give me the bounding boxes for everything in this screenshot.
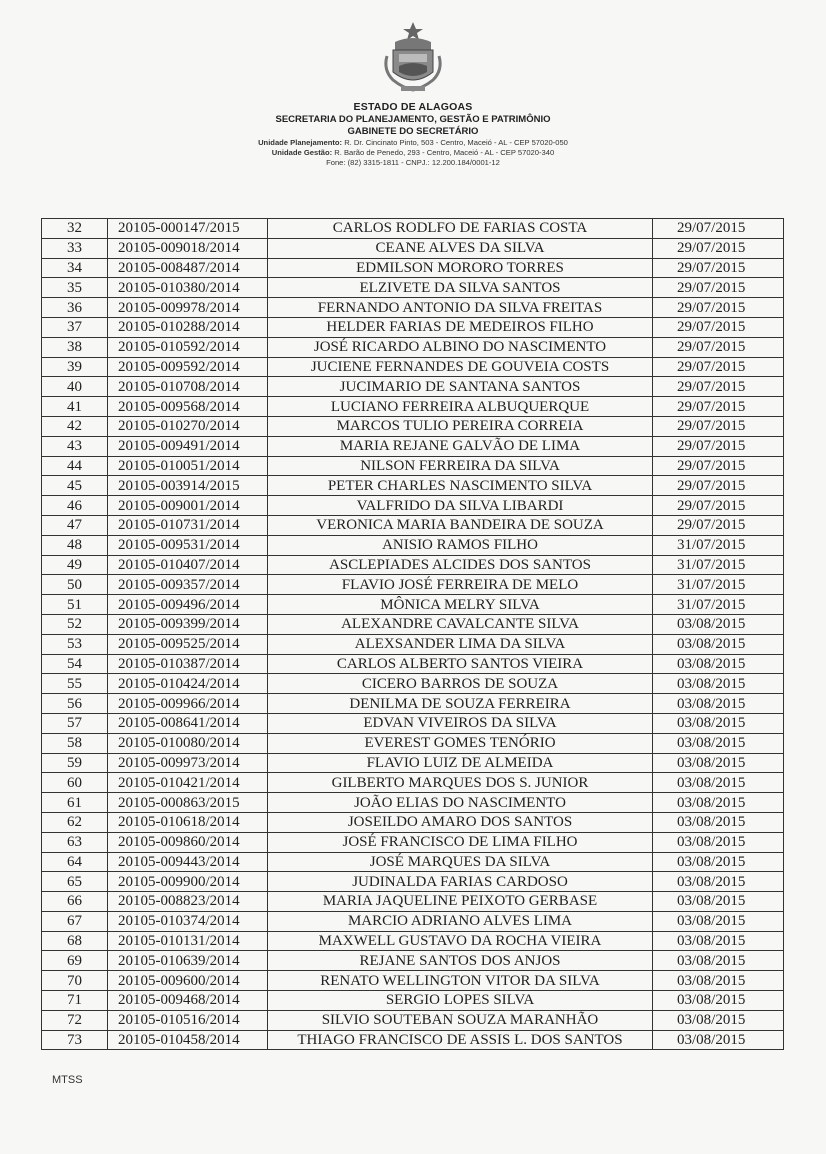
row-number: 41 [42, 397, 108, 417]
process-number: 20105-009399/2014 [108, 614, 268, 634]
date: 03/08/2015 [653, 733, 784, 753]
date: 29/07/2015 [653, 515, 784, 535]
process-number: 20105-010374/2014 [108, 911, 268, 931]
management-unit-address: R. Barão de Penedo, 293 - Centro, Maceió - AL - CEP 57020-340 [334, 148, 555, 157]
process-number: 20105-009860/2014 [108, 832, 268, 852]
date: 03/08/2015 [653, 634, 784, 654]
process-number: 20105-009900/2014 [108, 872, 268, 892]
date: 29/07/2015 [653, 298, 784, 318]
person-name: HELDER FARIAS DE MEDEIROS FILHO [268, 317, 653, 337]
row-number: 44 [42, 456, 108, 476]
cabinet-name: GABINETE DO SECRETÁRIO [347, 126, 479, 137]
date: 03/08/2015 [653, 1010, 784, 1030]
process-number: 20105-009357/2014 [108, 575, 268, 595]
date: 29/07/2015 [653, 436, 784, 456]
person-name: JOÃO ELIAS DO NASCIMENTO [268, 793, 653, 813]
process-table [41, 218, 784, 1050]
person-name: RENATO WELLINGTON VITOR DA SILVA [268, 971, 653, 991]
date: 29/07/2015 [653, 238, 784, 258]
date: 29/07/2015 [653, 278, 784, 298]
date: 03/08/2015 [653, 654, 784, 674]
row-number: 35 [42, 278, 108, 298]
date: 31/07/2015 [653, 535, 784, 555]
date: 03/08/2015 [653, 991, 784, 1011]
date: 03/08/2015 [653, 713, 784, 733]
person-name: REJANE SANTOS DOS ANJOS [268, 951, 653, 971]
date: 31/07/2015 [653, 575, 784, 595]
process-number: 20105-010639/2014 [108, 951, 268, 971]
person-name: CEANE ALVES DA SILVA [268, 238, 653, 258]
person-name: ASCLEPIADES ALCIDES DOS SANTOS [268, 555, 653, 575]
table-row [42, 674, 784, 694]
date: 29/07/2015 [653, 476, 784, 496]
row-number: 34 [42, 258, 108, 278]
date: 03/08/2015 [653, 694, 784, 714]
date: 29/07/2015 [653, 219, 784, 239]
process-number: 20105-009491/2014 [108, 436, 268, 456]
table-row [42, 397, 784, 417]
person-name: CARLOS ALBERTO SANTOS VIEIRA [268, 654, 653, 674]
process-number: 20105-010387/2014 [108, 654, 268, 674]
row-number: 62 [42, 812, 108, 832]
date: 03/08/2015 [653, 872, 784, 892]
table-row [42, 793, 784, 813]
row-number: 63 [42, 832, 108, 852]
table-row [42, 832, 784, 852]
date: 03/08/2015 [653, 931, 784, 951]
table-row [42, 456, 784, 476]
person-name: NILSON FERREIRA DA SILVA [268, 456, 653, 476]
process-table-body [42, 219, 784, 1050]
table-row [42, 931, 784, 951]
table-row [42, 892, 784, 912]
row-number: 49 [42, 555, 108, 575]
secretariat-name: SECRETARIA DO PLANEJAMENTO, GESTÃO E PATRIMÔNIO [275, 114, 551, 125]
process-number: 20105-010708/2014 [108, 377, 268, 397]
row-number: 37 [42, 317, 108, 337]
person-name: VALFRIDO DA SILVA LIBARDI [268, 496, 653, 516]
process-number: 20105-010051/2014 [108, 456, 268, 476]
date: 29/07/2015 [653, 456, 784, 476]
letterhead [0, 20, 826, 167]
date: 29/07/2015 [653, 496, 784, 516]
process-number: 20105-009978/2014 [108, 298, 268, 318]
row-number: 60 [42, 773, 108, 793]
date: 29/07/2015 [653, 317, 784, 337]
table-row [42, 733, 784, 753]
process-number: 20105-008487/2014 [108, 258, 268, 278]
table-row [42, 337, 784, 357]
process-number: 20105-010131/2014 [108, 931, 268, 951]
date: 03/08/2015 [653, 832, 784, 852]
process-number: 20105-010458/2014 [108, 1030, 268, 1050]
row-number: 32 [42, 219, 108, 239]
person-name: EDMILSON MORORO TORRES [268, 258, 653, 278]
person-name: MARCIO ADRIANO ALVES LIMA [268, 911, 653, 931]
row-number: 71 [42, 991, 108, 1011]
process-number: 20105-010421/2014 [108, 773, 268, 793]
process-number: 20105-009966/2014 [108, 694, 268, 714]
row-number: 48 [42, 535, 108, 555]
person-name: JOSÉ RICARDO ALBINO DO NASCIMENTO [268, 337, 653, 357]
table-row [42, 377, 784, 397]
process-number: 20105-008823/2014 [108, 892, 268, 912]
table-row [42, 317, 784, 337]
process-number: 20105-010270/2014 [108, 416, 268, 436]
process-number: 20105-009443/2014 [108, 852, 268, 872]
table-row [42, 595, 784, 615]
process-number: 20105-000863/2015 [108, 793, 268, 813]
row-number: 53 [42, 634, 108, 654]
row-number: 64 [42, 852, 108, 872]
process-number: 20105-009525/2014 [108, 634, 268, 654]
table-row [42, 575, 784, 595]
person-name: FERNANDO ANTONIO DA SILVA FREITAS [268, 298, 653, 318]
table-row [42, 911, 784, 931]
table-row [42, 1030, 784, 1050]
row-number: 72 [42, 1010, 108, 1030]
process-number: 20105-010407/2014 [108, 555, 268, 575]
row-number: 58 [42, 733, 108, 753]
process-number: 20105-010380/2014 [108, 278, 268, 298]
date: 29/07/2015 [653, 337, 784, 357]
process-number: 20105-000147/2015 [108, 219, 268, 239]
planning-unit-line [0, 138, 826, 147]
table-row [42, 436, 784, 456]
management-unit-line [0, 148, 826, 157]
person-name: FLAVIO JOSÉ FERREIRA DE MELO [268, 575, 653, 595]
table-row [42, 753, 784, 773]
row-number: 57 [42, 713, 108, 733]
row-number: 40 [42, 377, 108, 397]
process-number: 20105-008641/2014 [108, 713, 268, 733]
date: 03/08/2015 [653, 773, 784, 793]
row-number: 33 [42, 238, 108, 258]
date: 03/08/2015 [653, 1030, 784, 1050]
table-row [42, 238, 784, 258]
date: 03/08/2015 [653, 951, 784, 971]
date: 31/07/2015 [653, 555, 784, 575]
person-name: SERGIO LOPES SILVA [268, 991, 653, 1011]
table-row [42, 515, 784, 535]
table-row [42, 278, 784, 298]
row-number: 54 [42, 654, 108, 674]
date: 03/08/2015 [653, 812, 784, 832]
row-number: 61 [42, 793, 108, 813]
person-name: GILBERTO MARQUES DOS S. JUNIOR [268, 773, 653, 793]
person-name: EDVAN VIVEIROS DA SILVA [268, 713, 653, 733]
planning-unit-address: R. Dr. Cincinato Pinto, 503 - Centro, Maceió - AL - CEP 57020-050 [344, 138, 568, 147]
person-name: VERONICA MARIA BANDEIRA DE SOUZA [268, 515, 653, 535]
table-row [42, 614, 784, 634]
person-name: ALEXSANDER LIMA DA SILVA [268, 634, 653, 654]
process-number: 20105-009468/2014 [108, 991, 268, 1011]
process-number: 20105-010618/2014 [108, 812, 268, 832]
row-number: 59 [42, 753, 108, 773]
table-row [42, 812, 784, 832]
table-row [42, 872, 784, 892]
row-number: 52 [42, 614, 108, 634]
date: 29/07/2015 [653, 416, 784, 436]
table-row [42, 416, 784, 436]
person-name: JOSÉ FRANCISCO DE LIMA FILHO [268, 832, 653, 852]
row-number: 65 [42, 872, 108, 892]
process-number: 20105-009496/2014 [108, 595, 268, 615]
row-number: 43 [42, 436, 108, 456]
process-number: 20105-003914/2015 [108, 476, 268, 496]
table-row [42, 476, 784, 496]
table-row [42, 1010, 784, 1030]
row-number: 67 [42, 911, 108, 931]
person-name: ANISIO RAMOS FILHO [268, 535, 653, 555]
row-number: 46 [42, 496, 108, 516]
row-number: 50 [42, 575, 108, 595]
person-name: CICERO BARROS DE SOUZA [268, 674, 653, 694]
person-name: SILVIO SOUTEBAN SOUZA MARANHÃO [268, 1010, 653, 1030]
person-name: JUDINALDA FARIAS CARDOSO [268, 872, 653, 892]
table-row [42, 773, 784, 793]
date: 03/08/2015 [653, 753, 784, 773]
table-row [42, 694, 784, 714]
date: 03/08/2015 [653, 971, 784, 991]
process-number: 20105-009973/2014 [108, 753, 268, 773]
process-number: 20105-010731/2014 [108, 515, 268, 535]
management-unit-label: Unidade Gestão: [271, 148, 333, 157]
table-row [42, 991, 784, 1011]
table-row [42, 496, 784, 516]
contact-line: Fone: (82) 3315-1811 - CNPJ.: 12.200.184/0001-12 [326, 158, 500, 167]
date: 29/07/2015 [653, 377, 784, 397]
row-number: 39 [42, 357, 108, 377]
process-number: 20105-010288/2014 [108, 317, 268, 337]
row-number: 66 [42, 892, 108, 912]
person-name: CARLOS RODLFO DE FARIAS COSTA [268, 219, 653, 239]
person-name: MARIA REJANE GALVÃO DE LIMA [268, 436, 653, 456]
date: 03/08/2015 [653, 911, 784, 931]
process-number: 20105-009592/2014 [108, 357, 268, 377]
row-number: 45 [42, 476, 108, 496]
process-number: 20105-009568/2014 [108, 397, 268, 417]
row-number: 42 [42, 416, 108, 436]
planning-unit-label: Unidade Planejamento: [258, 138, 343, 147]
person-name: ALEXANDRE CAVALCANTE SILVA [268, 614, 653, 634]
process-number: 20105-009018/2014 [108, 238, 268, 258]
state-coat-of-arms-icon [381, 20, 445, 94]
person-name: DENILMA DE SOUZA FERREIRA [268, 694, 653, 714]
table-row [42, 298, 784, 318]
table-row [42, 258, 784, 278]
table-row [42, 634, 784, 654]
person-name: JOSÉ MARQUES DA SILVA [268, 852, 653, 872]
table-row [42, 555, 784, 575]
person-name: MARIA JAQUELINE PEIXOTO GERBASE [268, 892, 653, 912]
row-number: 38 [42, 337, 108, 357]
date: 03/08/2015 [653, 892, 784, 912]
row-number: 47 [42, 515, 108, 535]
row-number: 36 [42, 298, 108, 318]
row-number: 69 [42, 951, 108, 971]
process-number: 20105-009001/2014 [108, 496, 268, 516]
person-name: FLAVIO LUIZ DE ALMEIDA [268, 753, 653, 773]
table-row [42, 535, 784, 555]
date: 29/07/2015 [653, 258, 784, 278]
person-name: THIAGO FRANCISCO DE ASSIS L. DOS SANTOS [268, 1030, 653, 1050]
table-row [42, 357, 784, 377]
footer-initials: MTSS [52, 1074, 83, 1086]
person-name: JOSEILDO AMARO DOS SANTOS [268, 812, 653, 832]
state-name: ESTADO DE ALAGOAS [353, 101, 473, 113]
person-name: JUCIMARIO DE SANTANA SANTOS [268, 377, 653, 397]
table-row [42, 971, 784, 991]
person-name: ELZIVETE DA SILVA SANTOS [268, 278, 653, 298]
process-number: 20105-010516/2014 [108, 1010, 268, 1030]
process-number: 20105-010424/2014 [108, 674, 268, 694]
row-number: 51 [42, 595, 108, 615]
date: 03/08/2015 [653, 852, 784, 872]
date: 03/08/2015 [653, 674, 784, 694]
table-row [42, 654, 784, 674]
table-row [42, 713, 784, 733]
process-number: 20105-009531/2014 [108, 535, 268, 555]
row-number: 73 [42, 1030, 108, 1050]
table-row [42, 951, 784, 971]
person-name: MAXWELL GUSTAVO DA ROCHA VIEIRA [268, 931, 653, 951]
row-number: 56 [42, 694, 108, 714]
process-number: 20105-009600/2014 [108, 971, 268, 991]
person-name: MARCOS TULIO PEREIRA CORREIA [268, 416, 653, 436]
process-number: 20105-010592/2014 [108, 337, 268, 357]
person-name: MÔNICA MELRY SILVA [268, 595, 653, 615]
date: 31/07/2015 [653, 595, 784, 615]
date: 03/08/2015 [653, 793, 784, 813]
row-number: 70 [42, 971, 108, 991]
date: 03/08/2015 [653, 614, 784, 634]
row-number: 55 [42, 674, 108, 694]
person-name: LUCIANO FERREIRA ALBUQUERQUE [268, 397, 653, 417]
person-name: PETER CHARLES NASCIMENTO SILVA [268, 476, 653, 496]
table-row [42, 219, 784, 239]
date: 29/07/2015 [653, 397, 784, 417]
table-row [42, 852, 784, 872]
process-number: 20105-010080/2014 [108, 733, 268, 753]
date: 29/07/2015 [653, 357, 784, 377]
row-number: 68 [42, 931, 108, 951]
person-name: JUCIENE FERNANDES DE GOUVEIA COSTS [268, 357, 653, 377]
person-name: EVEREST GOMES TENÓRIO [268, 733, 653, 753]
